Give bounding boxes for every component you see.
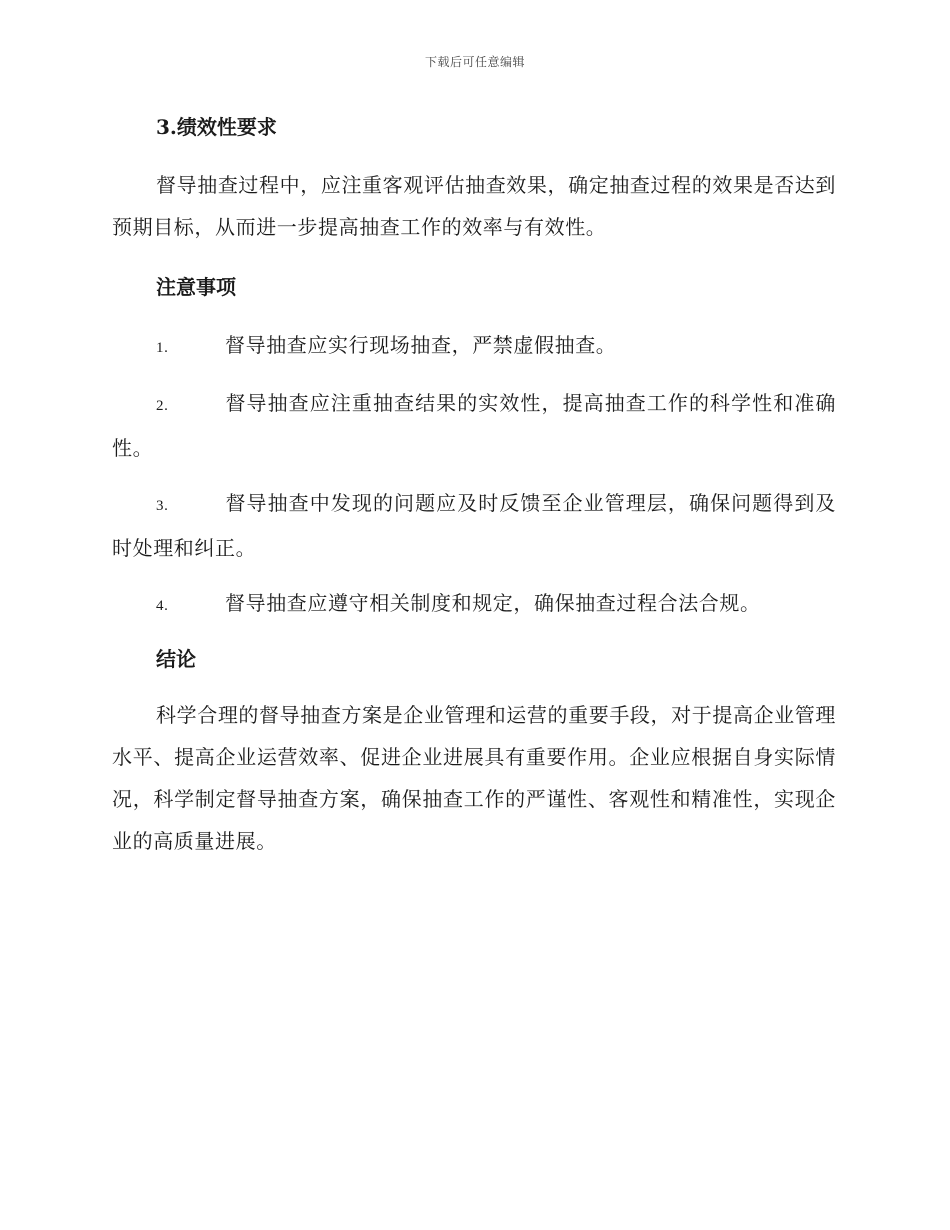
section-heading-conclusion: 结论 [156,647,196,671]
list-item-number: 1. [156,340,169,356]
list-item-text: 督导抽查中发现的问题应及时反馈至企业管理层，确保问题得到及时处理和纠正。 [112,491,836,560]
list-item-text: 督导抽查应实行现场抽查，严禁虚假抽查。 [225,333,617,357]
list-item-text: 督导抽查应遵守相关制度和规定，确保抽查过程合法合规。 [225,591,761,615]
page-header: 下载后可任意编辑 [424,55,525,69]
list-item-number: 4. [156,598,169,614]
section-heading-performance: 3.绩效性要求 [156,115,277,139]
notes-list-item [112,482,836,569]
list-item-number: 3. [156,498,169,514]
section-heading-notes: 注意事项 [156,275,236,299]
performance-paragraph: 督导抽查过程中，应注重客观评估抽查效果，确定抽查过程的效果是否达到预期目标，从而进一步提高抽查工作的效率与有效性。 [112,173,836,239]
notes-list-item [112,382,836,469]
document-body [112,112,836,862]
list-item-number: 2. [156,398,169,414]
notes-list-item [112,582,836,627]
list-item-text: 督导抽查应注重抽查结果的实效性，提高抽查工作的科学性和准确性。 [112,391,836,460]
notes-list-item [112,324,836,369]
conclusion-paragraph: 科学合理的督导抽查方案是企业管理和运营的重要手段，对于提高企业管理水平、提高企业运营效率、促进企业进展具有重要作用。企业应根据自身实际情况，科学制定督导抽查方案，确保抽查工作的严谨性、客观性和精准性，实现企业的高质量进展。 [112,703,836,853]
